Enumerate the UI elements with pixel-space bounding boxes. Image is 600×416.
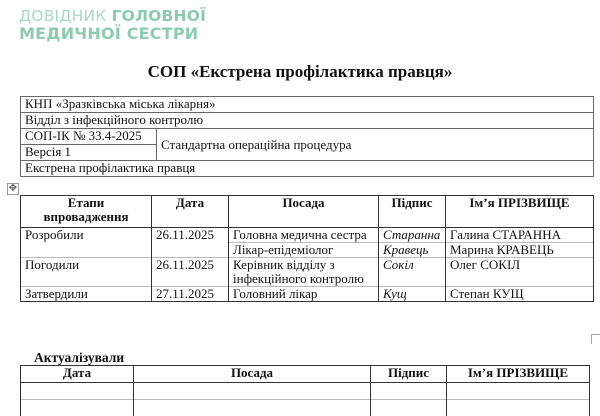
name-cell: Марина КРАВЕЦЬ	[446, 243, 594, 258]
table-move-handle-icon[interactable]: ✥	[7, 183, 19, 195]
signature-cell: Кущ	[379, 287, 446, 302]
header-position: Посада	[134, 366, 371, 383]
date-cell: 26.11.2025	[152, 258, 229, 287]
signature-cell[interactable]	[371, 383, 447, 400]
date-cell[interactable]	[21, 383, 134, 400]
header-position: Посада	[229, 196, 379, 228]
table-row	[21, 243, 594, 258]
date-cell: 26.11.2025	[152, 228, 229, 243]
table-row	[21, 258, 594, 287]
position-cell[interactable]	[134, 383, 371, 400]
logo-line1-bold: ГОЛОВНОЇ	[112, 7, 206, 25]
position-cell: Лікар-епідеміолог	[229, 243, 379, 258]
position-cell[interactable]	[134, 400, 371, 416]
document-title: СОП «Екстрена профілактика правця»	[0, 62, 600, 82]
signature-cell: Старанна	[379, 228, 446, 243]
header-date: Дата	[152, 196, 229, 228]
header-name: Ім’я ПРІЗВИЩЕ	[446, 196, 594, 228]
header-stage: Етапи впровадження	[21, 196, 152, 228]
updates-section-title: Актуалізували	[34, 350, 124, 366]
name-cell: Галина СТАРАННА	[446, 228, 594, 243]
end-of-cell-marker	[591, 334, 600, 344]
institution-cell: КНП «Зразківська міська лікарня»	[21, 97, 594, 113]
table-row	[21, 228, 594, 243]
signature-cell[interactable]	[371, 400, 447, 416]
publisher-logo	[19, 8, 206, 42]
position-cell: Головний лікар	[229, 287, 379, 302]
logo-line1-light: ДОВІДНИК	[19, 7, 112, 25]
position-cell: Головна медична сестра	[229, 228, 379, 243]
approvals-table	[20, 195, 594, 302]
name-cell[interactable]	[447, 400, 590, 416]
header-signature: Підпис	[371, 366, 447, 383]
stage-cell: Розробили	[21, 228, 152, 243]
stage-cell	[21, 243, 152, 258]
stage-cell: Погодили	[21, 258, 152, 287]
table-row	[21, 400, 590, 416]
logo-line2: МЕДИЧНОЇ СЕСТРИ	[19, 25, 206, 42]
header-signature: Підпис	[379, 196, 446, 228]
approvals-header-row	[21, 196, 594, 228]
table-row	[21, 287, 594, 302]
stage-cell: Затвердили	[21, 287, 152, 302]
version-cell: Версія 1	[21, 145, 157, 161]
procedure-type-cell: Стандартна операційна процедура	[157, 129, 594, 161]
department-cell: Відділ з інфекційного контролю	[21, 113, 594, 129]
updates-header-row	[21, 366, 590, 383]
signature-cell: Сокіл	[379, 258, 446, 287]
info-table	[20, 96, 594, 177]
date-cell	[152, 243, 229, 258]
name-cell: Степан КУЩ	[446, 287, 594, 302]
header-date: Дата	[21, 366, 134, 383]
position-cell: Керівник відділу з інфекційного контролю	[229, 258, 379, 287]
header-name: Ім’я ПРІЗВИЩЕ	[447, 366, 590, 383]
topic-cell: Екстрена профілактика правця	[21, 161, 594, 177]
updates-table	[20, 365, 590, 416]
signature-cell: Кравець	[379, 243, 446, 258]
table-row	[21, 383, 590, 400]
date-cell[interactable]	[21, 400, 134, 416]
name-cell[interactable]	[447, 383, 590, 400]
code-cell: СОП-ІК № 33.4-2025	[21, 129, 157, 145]
name-cell: Олег СОКІЛ	[446, 258, 594, 287]
date-cell: 27.11.2025	[152, 287, 229, 302]
